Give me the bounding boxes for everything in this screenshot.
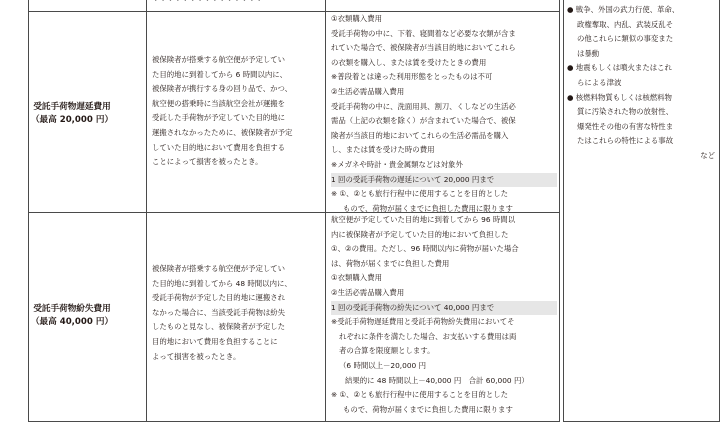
condition-text-loss: 被保険者が搭乗する航空便が予定してい た目的地に到着してから 48 時間以内に、 受託手荷物が予定した目的地に運搬され なかった場合に、当該受託手荷物は紛失 したものと見なし、被保険者が予定した 目的地において費用を負担することに よって損害を被ったとき。 <box>152 264 292 361</box>
col-divider-3 <box>559 0 560 422</box>
coverage-name-loss: 受託手荷物紛失費用 （最高 40,000 円） <box>2 303 142 329</box>
table-bottom-border <box>28 421 559 422</box>
coverage-limit-loss: （最高 40,000 円） <box>30 317 114 327</box>
exclusions-bottom-border <box>563 421 720 422</box>
condition-text-delay: 被保険者が搭乗する航空便が予定してい た目的地に到着してから 6 時間以内に、 被保険者が携行する身の回り品で、かつ、 航空便の搭乗時に当該航空会社が運搬を 受託した手荷物が予定していた目的地に 運搬されなかったために、被保険者が予定 していた目的地において費用を負担する ことによって損害を被ったとき。 <box>152 55 293 167</box>
col-divider-1 <box>146 0 147 422</box>
col-divider-2 <box>325 0 326 422</box>
payment-text-delay: ①衣類購入費用 受託手荷物の中に、下着、寝間着など必要な衣類が含ま れていた場合で、被保険者が当該目的地においてこれら の衣類を購入し、または賃を受けたときの費用 ※普段着とは違った利用形態をとったものは不可 ②生活必需品購入費用 受託手荷物の中に、洗面用具、割刀、くしなどの生活必 需品（上記の衣類を除く）が含まれていた場合で、被保 険者が当該目的地においてこれらの生活必需品を購入 し、または賃を受けた時の費用 ※メガネや時計・貴金属類などは対象外 1 回の受託手荷物の遅延について 20,000 円まで ※ ①、②とも旅行行程中に使用することを目的とした もので、荷物が届くまでに負担した費用に限ります <box>331 12 557 216</box>
payment-text-loss: 航空便が予定していた目的地に到着してから 96 時間以 内に被保険者が予定していた目的地において負担した ①、②の費用。ただし、96 時間以内に荷物が届いた場合 は、荷物が届くまでに負担した費用 ①衣類購入費用 ②生活必需品購入費用 1 回の受託手荷物の紛失について 40,000 円まで ※受託手荷物遅延費用と受託手荷物紛失費用においてそ れぞれに条件を満たした場合、お支払いする費用は両 者の合算を限度額とします。 （6 時間以上－20,000 円 結果的に 48 時間以上－40,000 円 合計 60,000 円） ※ ①、②とも旅行行程中に使用することを目的とした もので、荷物が届くまでに負担した費用に限ります <box>331 213 557 417</box>
coverage-limit-delay: （最高 20,000 円） <box>30 115 114 125</box>
payment-limit-delay: 1 回の受託手荷物の遅延について 20,000 円まで <box>331 173 557 188</box>
exclusion-war: ● 戦争、外国の武力行使、革命、 <box>567 5 680 14</box>
exclusions-right-border <box>719 0 720 422</box>
left-border <box>28 0 29 422</box>
top-fragment-text: ・・・・・・・・・・・・・・・ <box>152 0 263 5</box>
payment-limit-loss: 1 回の受託手荷物の紛失について 40,000 円まで <box>331 301 557 316</box>
exclusions-left-border <box>563 0 564 422</box>
coverage-name-delay: 受託手荷物遅延費用 （最高 20,000 円） <box>2 101 142 127</box>
exclusions-list: ● 戦争、外国の武力行使、革命、 政権奪取、内乱、武装反乱そ の他これらに類似の事変また は暴動 ● 地震もしくは噴火またはこれ らによる津波 ● 核燃料物質もしくは核燃料物 質に汚染された物の放射性、 爆発性その他の有害な特性ま たはこれらの特性による事故 など <box>567 5 715 160</box>
exclusion-nuclear: ● 核燃料物質もしくは核燃料物 <box>567 92 672 102</box>
exclusion-earthquake: ● 地震もしくは噴火またはこれ <box>567 63 672 73</box>
